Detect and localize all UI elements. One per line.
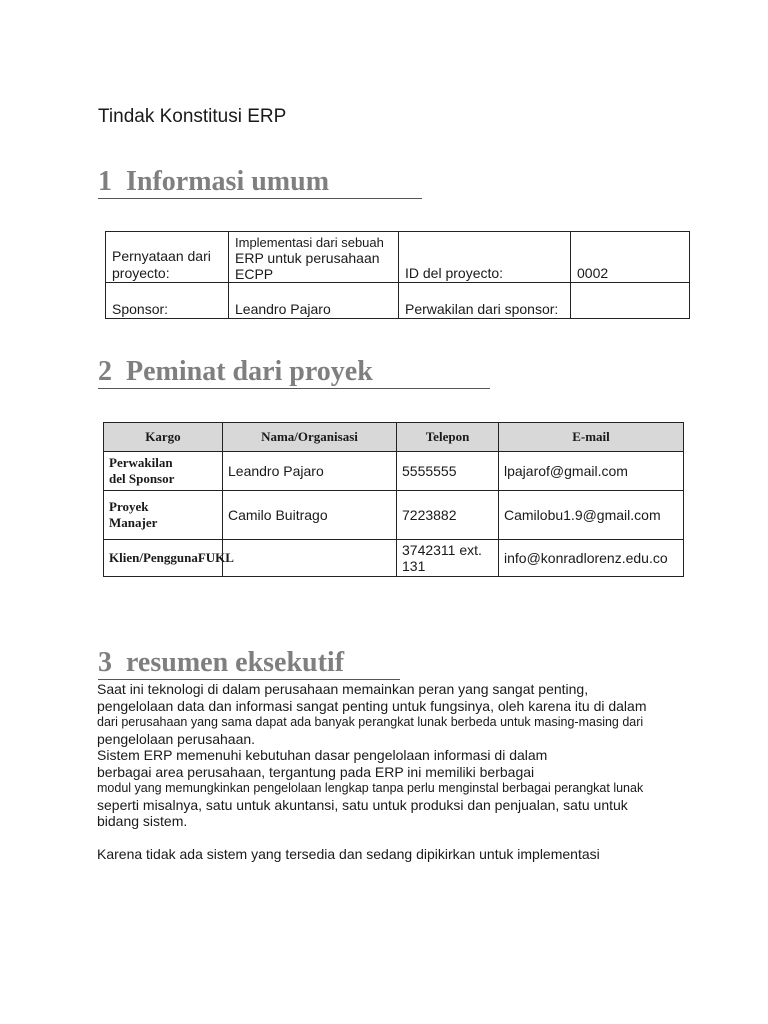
project-id-value: 0002: [577, 265, 609, 281]
section-heading-peminat-dari-proyek: [98, 356, 490, 389]
role-cell: Proyek Manajer: [104, 491, 223, 540]
summary-line: Sistem ERP memenuhi kebutuhan dasar pengelolaan informasi di dalam: [97, 747, 548, 763]
name-cell: Leandro Pajaro: [223, 452, 397, 491]
column-header: Nama/Organisasi: [223, 423, 397, 452]
column-header: Kargo: [104, 423, 223, 452]
general-info-table: [105, 231, 690, 319]
table-row: [104, 540, 684, 577]
summary-line: dari perusahaan yang sama dapat ada banyak perangkat lunak berbeda untuk masing-masing dari: [97, 715, 644, 729]
name-cell: [223, 540, 397, 577]
table-row: [106, 232, 690, 283]
project-id-value-cell: [571, 232, 690, 283]
section-number: 2: [98, 356, 112, 387]
sponsor-value-cell: [229, 283, 399, 319]
phone-cell: 5555555: [397, 452, 499, 491]
sponsor-rep-value-cell: [571, 283, 690, 319]
project-id-label-cell: [399, 232, 571, 283]
section-number: 1: [98, 166, 112, 197]
statement-label: Pernyataan dari proyecto:: [112, 248, 211, 281]
summary-line: seperti misalnya, satu untuk akuntansi, satu untuk produksi dan penjualan, satu untuk: [97, 796, 628, 813]
executive-summary: [97, 681, 737, 862]
sponsor-value: Leandro Pajaro: [235, 301, 331, 317]
section-heading-resumen-eksekutif: [98, 647, 400, 680]
table-row: [104, 452, 684, 491]
summary-line: berbagai area perusahaan, tergantung pada ERP ini memiliki berbagai: [97, 763, 535, 780]
phone-cell: 7223882: [397, 491, 499, 540]
stakeholders-table: [103, 422, 684, 577]
statement-value-line: ECPP: [235, 266, 274, 282]
column-header: E-mail: [499, 423, 684, 452]
summary-line: bidang sistem.: [97, 813, 188, 829]
section-heading-informasi-umum: [98, 166, 422, 199]
column-header: Telepon: [397, 423, 499, 452]
role-cell: Perwakilan del Sponsor: [104, 452, 223, 491]
phone-cell: 3742311 ext. 131: [397, 540, 499, 577]
table-header-row: [104, 423, 684, 452]
summary-line: Saat ini teknologi di dalam perusahaan memainkan peran yang sangat penting,: [97, 681, 589, 697]
section-title: Peminat dari proyek: [126, 356, 373, 387]
section-number: 3: [98, 647, 112, 678]
email-cell: lpajarof@gmail.com: [499, 452, 684, 491]
email-cell: Camilobu1.9@gmail.com: [499, 491, 684, 540]
name-cell: Camilo Buitrago: [223, 491, 397, 540]
email-cell: info@konradlorenz.edu.co: [499, 540, 684, 577]
summary-line: Karena tidak ada sistem yang tersedia dan sedang dipikirkan untuk implementasi: [97, 845, 600, 862]
section-title: resumen eksekutif: [126, 647, 345, 678]
table-row: [104, 491, 684, 540]
statement-value-line: ERP untuk perusahaan: [235, 250, 380, 266]
document-title: Tindak Konstitusi ERP: [98, 106, 287, 127]
section-title: Informasi umum: [126, 166, 330, 197]
table-row: [106, 283, 690, 319]
sponsor-rep-label-cell: [399, 283, 571, 319]
sponsor-label: Sponsor:: [112, 301, 169, 317]
project-id-label: ID del proyecto:: [405, 265, 504, 281]
sponsor-rep-label: Perwakilan dari sponsor:: [405, 301, 559, 317]
statement-value-cell: [229, 232, 399, 283]
summary-line: pengelolaan perusahaan.: [97, 730, 256, 747]
paragraph-gap: [97, 830, 737, 846]
statement-label-cell: [106, 232, 229, 283]
summary-line: pengelolaan data dan informasi sangat penting untuk fungsinya, oleh karena itu di dalam: [97, 697, 647, 714]
statement-value-line: Implementasi dari sebuah: [235, 235, 384, 250]
role-cell: Klien/PenggunaFUKL: [104, 540, 223, 577]
sponsor-label-cell: [106, 283, 229, 319]
summary-line: modul yang memungkinkan pengelolaan lengkap tanpa perlu menginstal berbagai perangkat lunak: [97, 781, 644, 795]
